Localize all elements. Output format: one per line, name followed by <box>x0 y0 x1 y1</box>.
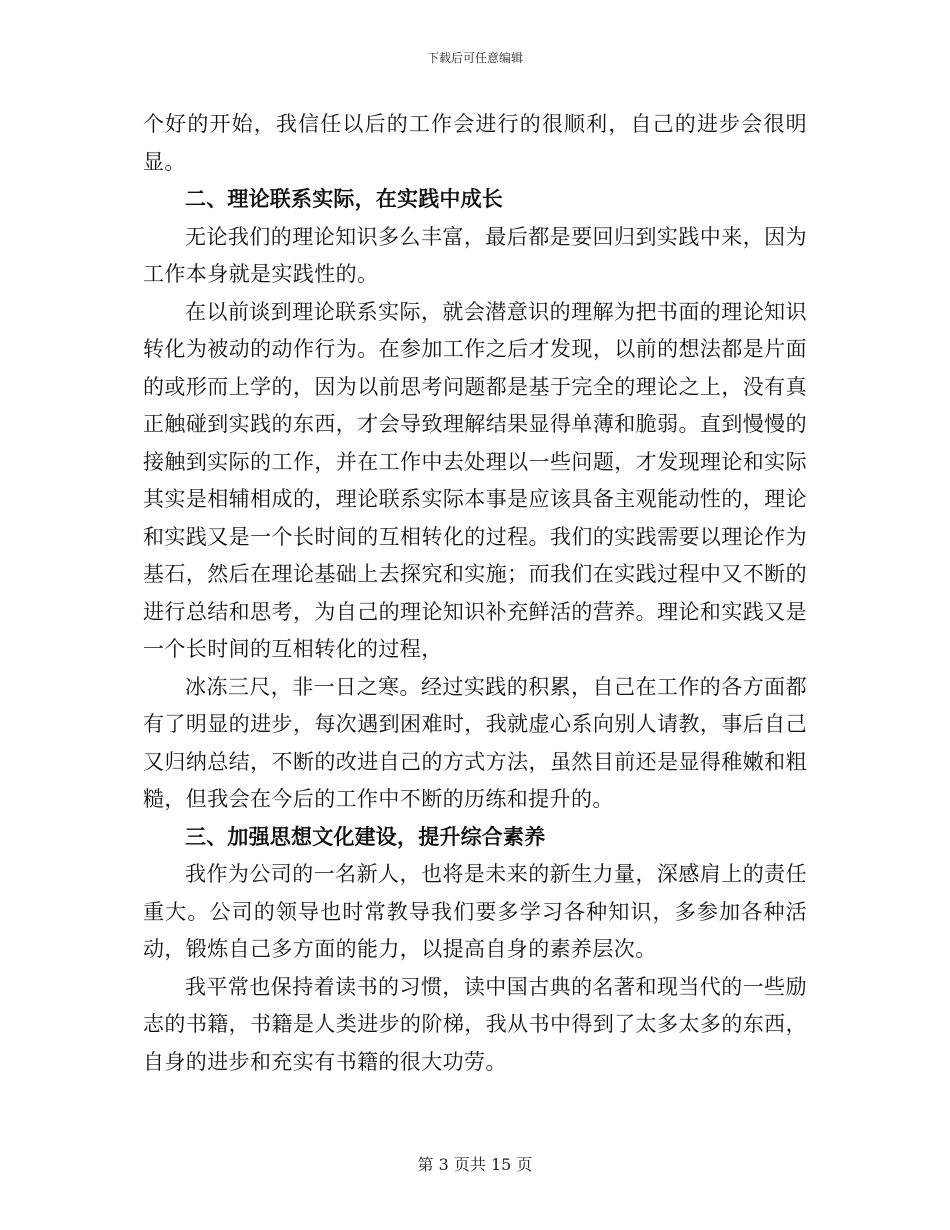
section-heading-3: 三、加强思想文化建设，提升综合素养 <box>185 824 546 849</box>
paragraph: 我平常也保持着读书的习惯，读中国古典的名著和现当代的一些励志的书籍，书籍是人类进步的阶梯，我从书中得到了太多太多的东西，自身的进步和充实有书籍的很大功劳。 <box>143 974 807 1074</box>
section-heading-2: 二、理论联系实际，在实践中成长 <box>185 187 503 211</box>
page-header: 下载后可任意编辑 <box>426 51 523 65</box>
paragraph: 无论我们的理论知识多么丰富，最后都是要回归到实践中来，因为工作本身就是实践性的。 <box>143 224 807 286</box>
paragraph: 在以前谈到理论联系实际，就会潜意识的理解为把书面的理论知识转化为被动的动作行为。在参加工作之后才发现，以前的想法都是片面的或形而上学的，因为以前思考问题都是基于完全的理论之上，没有真正触碰到实践的东西，才会导致理解结果显得单薄和脆弱。直到慢慢的接触到实际的工作，并在工作中去处理以一些问题，才发现理论和实际其实是相辅相成的，理论联系实际本事是应该具备主观能动性的，理论和实践又是一个长时间的互相转化的过程。我们的实践需要以理论作为基石，然后在理论基础上去探究和实施；而我们在实践过程中又不断的进行总结和思考，为自己的理论知识补充鲜活的营养。理论和实践又是一个长时间的互相转化的过程， <box>143 299 807 661</box>
paragraph: 冰冻三尺，非一日之寒。经过实践的积累，自己在工作的各方面都有了明显的进步，每次遇到困难时，我就虚心系向别人请教，事后自己又归纳总结，不断的改进自己的方式方法，虽然目前还是显得稚嫩和粗糙，但我会在今后的工作中不断的历练和提升的。 <box>143 674 807 811</box>
document-body <box>143 106 807 1081</box>
page-footer: 第 3 页共 15 页 <box>417 1155 533 1174</box>
paragraph: 我作为公司的一名新人，也将是未来的新生力量，深感肩上的责任重大。公司的领导也时常教导我们要多学习各种知识，多参加各种活动，锻炼自己多方面的能力，以提高自身的素养层次。 <box>143 862 807 961</box>
paragraph-continuation: 个好的开始，我信任以后的工作会进行的很顺利，自己的进步会很明显。 <box>143 112 807 174</box>
